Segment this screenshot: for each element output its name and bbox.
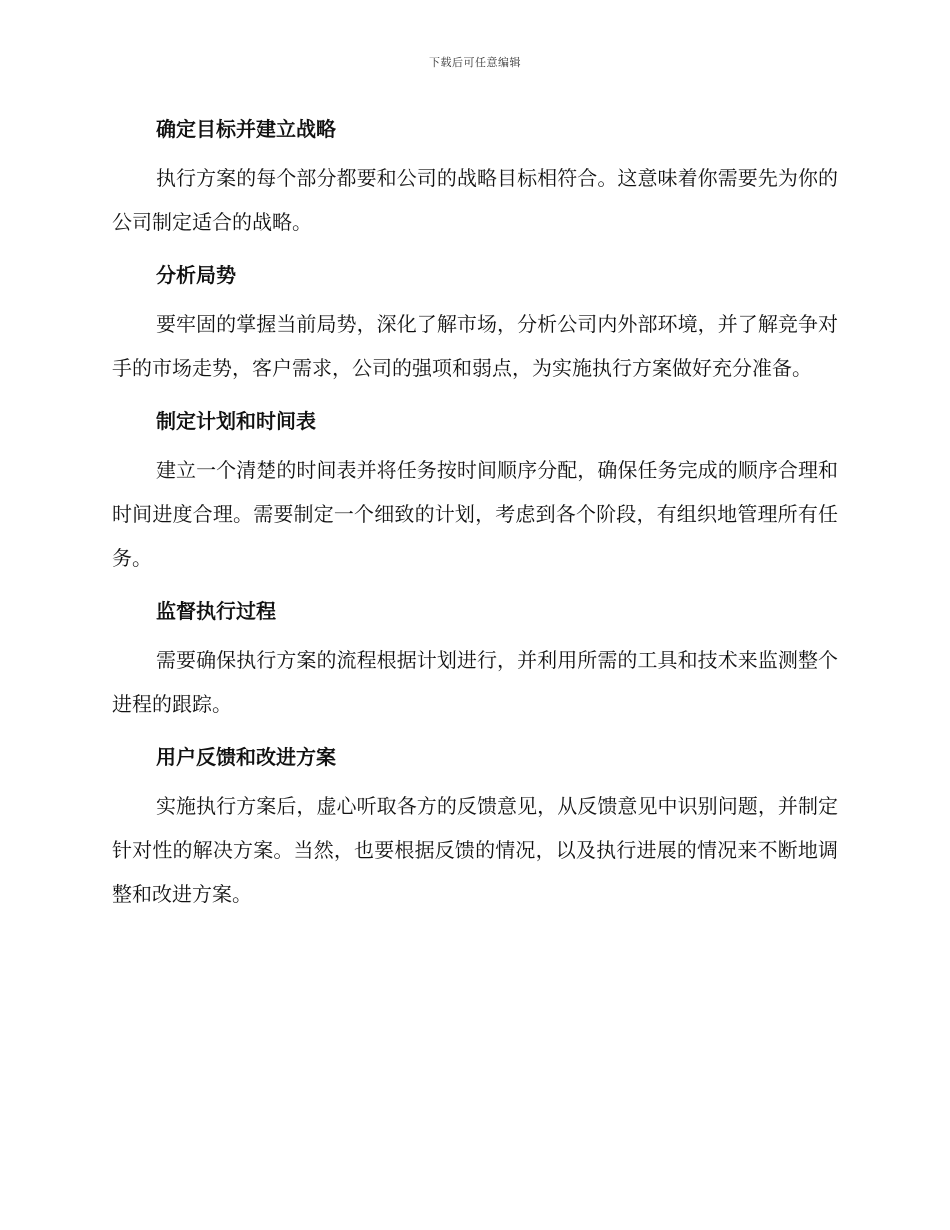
- section-heading: 监督执行过程: [156, 599, 276, 623]
- section-paragraph: 要牢固的掌握当前局势，深化了解市场，分析公司内外部环境，并了解竞争对手的市场走势，客户需求，公司的强项和弱点，为实施执行方案做好充分准备。: [112, 312, 838, 380]
- section-plan: [112, 404, 838, 580]
- section-paragraph: 需要确保执行方案的流程根据计划进行，并利用所需的工具和技术来监测整个进程的跟踪。: [112, 648, 838, 716]
- document-content: [112, 112, 838, 930]
- section-analysis: [112, 258, 838, 390]
- section-paragraph: 建立一个清楚的时间表并将任务按时间顺序分配，确保任务完成的顺序合理和时间进度合理。需要制定一个细致的计划，考虑到各个阶段，有组织地管理所有任务。: [112, 458, 838, 570]
- section-strategy: [112, 112, 838, 244]
- section-heading: 分析局势: [156, 263, 236, 287]
- section-heading: 确定目标并建立战略: [156, 117, 336, 141]
- header-note: 下载后可任意编辑: [429, 56, 521, 69]
- section-heading: 用户反馈和改进方案: [156, 745, 336, 769]
- section-paragraph: 执行方案的每个部分都要和公司的战略目标相符合。这意味着你需要先为你的公司制定适合的战略。: [112, 166, 838, 234]
- section-paragraph: 实施执行方案后，虚心听取各方的反馈意见，从反馈意见中识别问题，并制定针对性的解决方案。当然，也要根据反馈的情况，以及执行进展的情况来不断地调整和改进方案。: [112, 794, 838, 906]
- section-monitor: [112, 594, 838, 726]
- section-feedback: [112, 740, 838, 916]
- section-heading: 制定计划和时间表: [156, 409, 316, 433]
